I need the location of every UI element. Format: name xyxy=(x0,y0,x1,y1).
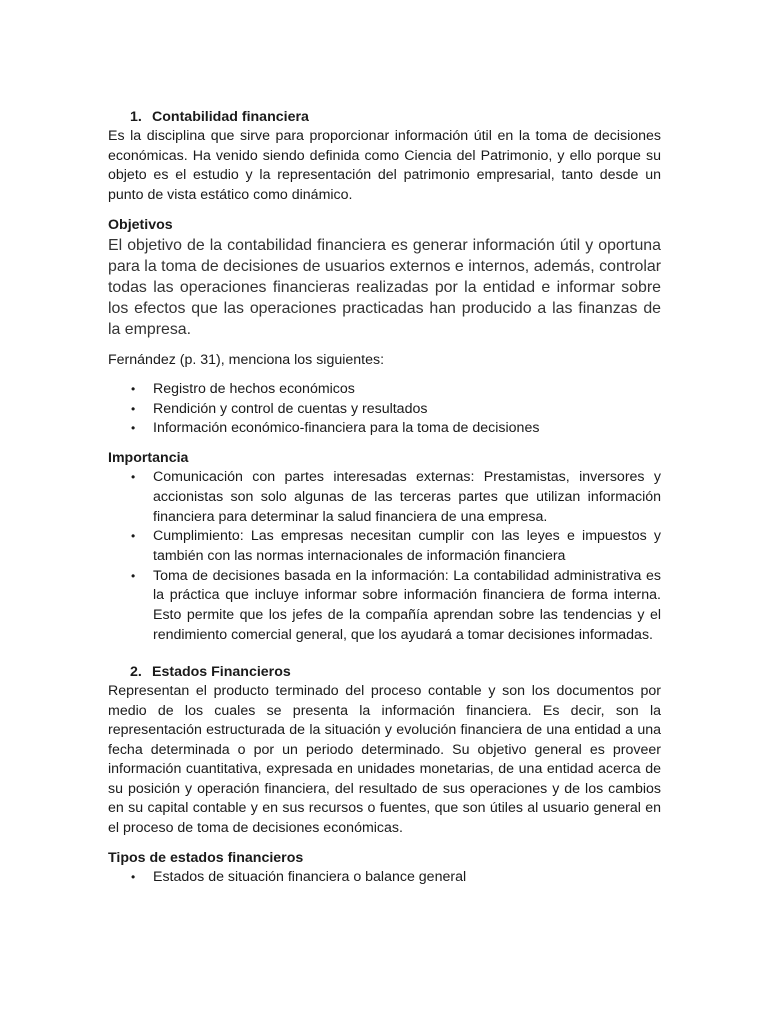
list-item: • Rendición y control de cuentas y resultados xyxy=(108,400,661,420)
bullet-icon: • xyxy=(131,870,136,885)
section-1-number: 1. xyxy=(130,109,142,125)
section-1-paragraph: Es la disciplina que sirve para proporcionar información útil en la toma de decisiones económicas. Ha venido siendo definida como Ciencia del Patrimonio, y ello porque su objeto es el estudio y la representación del patrimonio empresarial, tanto desde un punto de vista estático como dinámico. xyxy=(108,128,661,203)
bullet-icon: • xyxy=(131,470,136,485)
section-1-heading xyxy=(130,108,661,127)
bullet-icon: • xyxy=(131,382,136,396)
bullet-icon: • xyxy=(131,529,136,544)
section-2-paragraph: Representan el producto terminado del proceso contable y son los documentos por medio de los cuales se presenta la información financiera. Es decir, son la representación estructurada de la situación y evolución financiera de una entidad a una fecha determinada o por un periodo determinado. Su objetivo general es proveer información cuantitativa, expresada en unidades monetarias, de una entidad acerca de su posición y operación financiera, del resultado de sus operaciones y de los cambios en su capital contable y en sus recursos o fuentes, que son útiles al usuario general en el proceso de toma de decisiones económicas. xyxy=(108,683,661,836)
section-1-title: Contabilidad financiera xyxy=(152,109,309,125)
list-item: • Estados de situación financiera o balance general xyxy=(108,868,661,888)
list-item: • Información económico-financiera para la toma de decisiones xyxy=(108,419,661,439)
objetivos-intro: Fernández (p. 31), menciona los siguientes: xyxy=(108,352,385,368)
list-item: • Toma de decisiones basada en la información: La contabilidad administrativa es la práctica que incluye informar sobre información financiera de forma interna. Esto permite que los jefes de la compañía aprendan sobre las tendencias y el rendimiento comercial general, que los ayudará a tomar decisiones informadas. xyxy=(131,567,661,643)
list-item: • Cumplimiento: Las empresas necesitan cumplir con las leyes e impuestos y también con las normas internacionales de información financiera xyxy=(131,528,661,564)
importancia-heading: Importancia xyxy=(108,450,189,467)
list-item: • Comunicación con partes interesadas externas: Prestamistas, inversores y accionistas son solo algunas de las terceras partes que utilizan información financiera para determinar la salud financiera de una empresa. xyxy=(131,469,661,525)
section-2-number: 2. xyxy=(130,664,142,681)
importancia-list xyxy=(108,468,661,645)
bullet-icon: • xyxy=(131,568,136,583)
list-item: • Registro de hechos económicos xyxy=(108,380,661,400)
tipos-list xyxy=(108,868,661,888)
bullet-icon: • xyxy=(131,421,136,436)
tipos-heading: Tipos de estados financieros xyxy=(108,850,304,867)
section-2-title: Estados Financieros xyxy=(152,664,291,681)
objetivos-paragraph: El objetivo de la contabilidad financiera es generar información útil y oportuna para la toma de decisiones de usuarios externos e internos, además, controlar todas las operaciones financieras realizadas por la entidad e informar sobre los efectos que las operaciones practicadas han producido a las finanzas de la empresa. xyxy=(108,237,661,338)
objetivos-list xyxy=(108,380,661,439)
objetivos-heading: Objetivos xyxy=(108,217,173,233)
section-2-heading xyxy=(130,663,661,682)
bullet-icon: • xyxy=(131,401,136,416)
document-page xyxy=(108,108,661,888)
